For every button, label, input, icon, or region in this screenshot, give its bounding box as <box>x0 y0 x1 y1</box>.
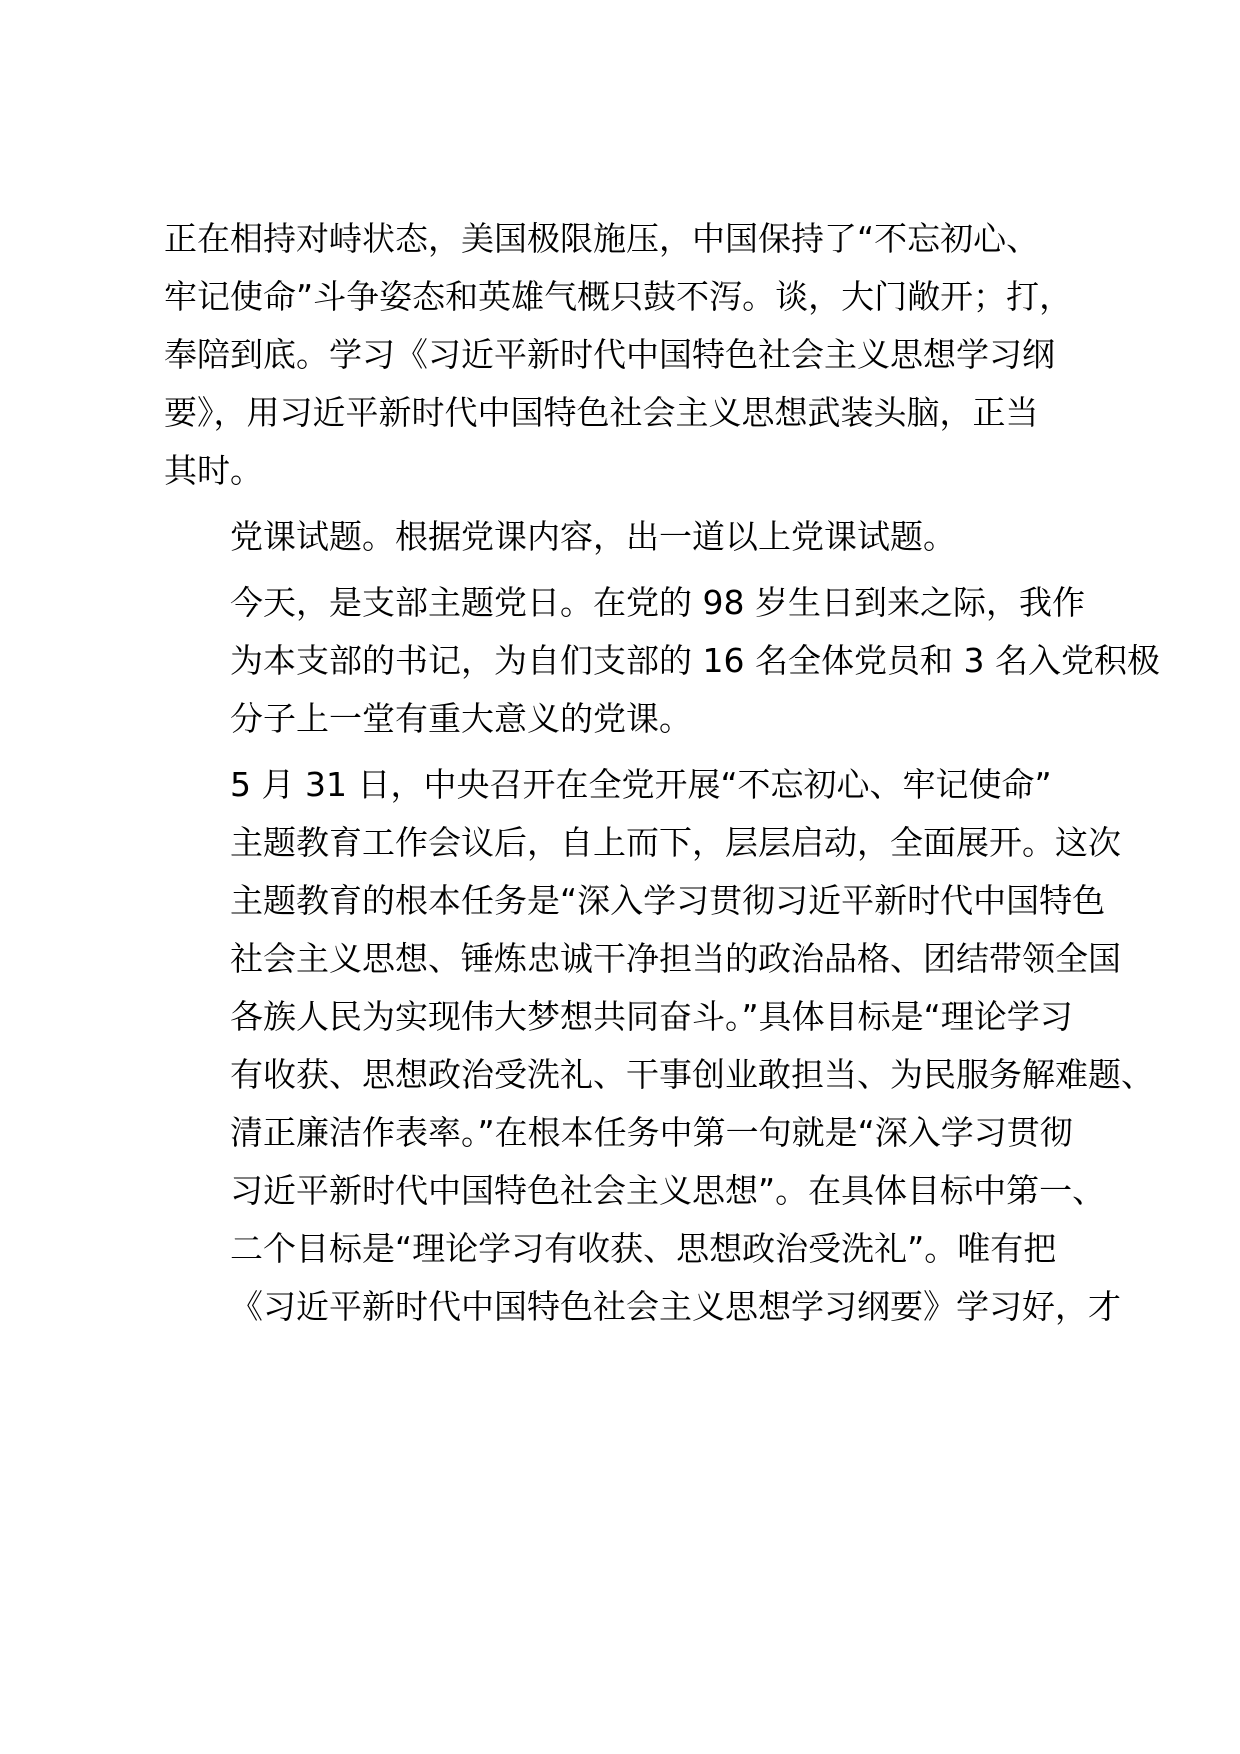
text-line: 5 月 31 日，中央召开在全党开展“不忘初心、牢记使命” <box>230 765 1052 804</box>
paragraph <box>164 574 1160 748</box>
text-line: 有收获、思想政治受洗礼、干事创业敢担当、为民服务解难题、 <box>230 1055 1154 1094</box>
text-line: 奉陪到底。学习《习近平新时代中国特色社会主义思想学习纲 <box>164 335 1055 374</box>
text-line: 清正廉洁作表率。”在根本任务中第一句就是“深入学习贯彻 <box>230 1113 1073 1152</box>
text-line: 分子上一堂有重大意义的党课。 <box>230 699 692 738</box>
text-line: 社会主义思想、锤炼忠诚干净担当的政治品格、团结带领全国 <box>230 939 1121 978</box>
document-body <box>164 210 1160 1344</box>
text-line: 为本支部的书记，为自们支部的 16 名全体党员和 3 名入党积极 <box>230 641 1160 680</box>
text-line: 党课试题。根据党课内容，出一道以上党课试题。 <box>230 517 956 556</box>
text-line: 今天，是支部主题党日。在党的 98 岁生日到来之际，我作 <box>230 583 1085 622</box>
text-line: 正在相持对峙状态，美国极限施压，中国保持了“不忘初心、 <box>164 219 1040 258</box>
text-line: 二个目标是“理论学习有收获、思想政治受洗礼”。唯有把 <box>230 1229 1057 1268</box>
text-line: 习近平新时代中国特色社会主义思想”。在具体目标中第一、 <box>230 1171 1106 1210</box>
text-line: 各族人民为实现伟大梦想共同奋斗。”具体目标是“理论学习 <box>230 997 1073 1036</box>
paragraph <box>164 210 1124 500</box>
text-line: 其时。 <box>164 451 263 490</box>
text-line: 要》，用习近平新时代中国特色社会主义思想武装头脑，正当 <box>164 393 1039 432</box>
paragraph <box>164 756 1154 1336</box>
text-line: 主题教育工作会议后，自上而下，层层启动，全面展开。这次 <box>230 823 1121 862</box>
text-line: 牢记使命”斗争姿态和英雄气概只鼓不泻。谈，大门敞开；打， <box>164 277 1073 316</box>
text-line: 《习近平新时代中国特色社会主义思想学习纲要》学习好，才 <box>230 1287 1121 1326</box>
text-line: 主题教育的根本任务是“深入学习贯彻习近平新时代中国特色 <box>230 881 1106 920</box>
paragraph <box>164 508 1124 566</box>
